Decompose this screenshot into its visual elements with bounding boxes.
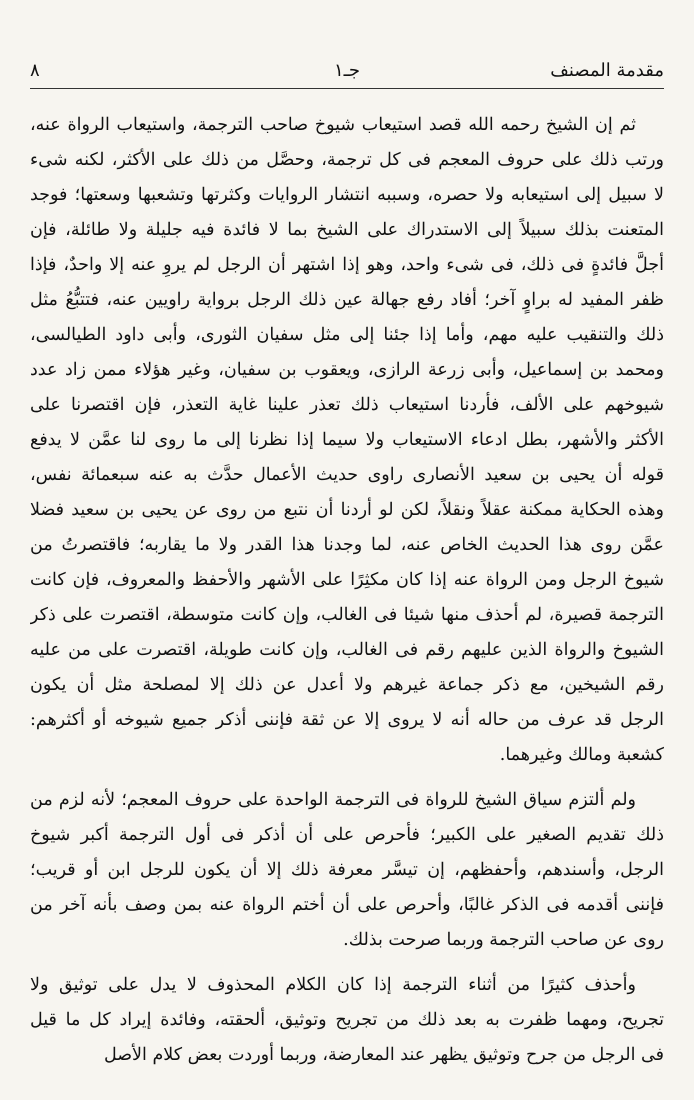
text-line: لا سبيل إلى استيعابه ولا حصره، وسببه انتشار الروايات وكثرتها وتشعبها وسعتها؛ فوجد [30, 185, 664, 205]
text-line: روى عن صاحب الترجمة وربما صرحت بذلك. [343, 930, 664, 950]
text-line: ومحمد بن إسماعيل، وأبى زرعة الرازى، ويعقوب بن سفيان، وغير هؤلاء ممن زاد عدد [30, 360, 664, 380]
volume-label: جـ١ [333, 60, 361, 81]
text-line: الترجمة قصيرة، لم أحذف منها شيئا فى الغالب، وإن كانت متوسطة، اقتصرت على ذكر [30, 605, 664, 625]
paragraph [30, 108, 664, 773]
text-line: ولم ألتزم سياق الشيخ للرواة فى الترجمة الواحدة على حروف المعجم؛ لأنه لزم من [30, 790, 636, 810]
paragraph [30, 968, 664, 1073]
text-line: الشيوخ والرواة الذين عليهم رقم فى الغالب، وإن كانت طويلة، اقتصرت على من عليه [30, 640, 664, 660]
text-line: عمَّن روى هذا الحديث الخاص عنه، لما وجدنا هذا القدر ولا ما يقاربه؛ فاقتصرتُ من [30, 535, 664, 555]
text-line: فى الرجل من جرح وتوثيق يظهر عند المعارضة، وربما أوردت بعض كلام الأصل [103, 1045, 664, 1065]
text-line: أجلَّ فائدةٍ فى ذلك، فى شىء واحد، وهو إذا اشتهر أن الرجل لم يروِ عنه إلا واحدٌ، فإذا [30, 255, 664, 275]
text-line: تجريح، ومهما ظفرت به بعد ذلك من تجريح وتوثيق، ألحقته، وفائدة إيراد كل ما قيل [30, 1010, 664, 1030]
header-rule [30, 88, 664, 89]
page-body [30, 108, 664, 1073]
text-line: شيوخ الرجل ومن الرواة عنه إذا كان مكثِرًا على الأشهر والأحفظ والمعروف، فإن كانت [30, 570, 664, 590]
text-line: المتعنت بذلك سبيلاً إلى الاستدراك على الشيخ بما لا فائدة فيه جليلة ولا طائلة، فإن [30, 220, 664, 240]
text-line: الرجل قد عرف من حاله أنه لا يروى إلا عن ثقة فإننى أذكر جميع شيوخه أو أكثرهم: [30, 710, 664, 730]
text-line: وهذه الحكاية ممكنة عقلاً ونقلاً، لكن لو أردنا أن نتبع من روى عن يحيى بن سعيد فضلا [30, 500, 664, 520]
text-line: رقم الشيخين، مع ذكر جماعة غيرهم ولا أعدل عن ذلك إلا لمصلحة مثل أن يكون [30, 675, 664, 695]
text-line: شيوخهم على الألف، فأردنا استيعاب ذلك تعذر علينا غاية التعذر، فإن اقتصرنا على [30, 395, 664, 415]
page-header [30, 58, 664, 88]
text-line: ذلك تقديم الصغير على الكبير؛ فأحرص على أن أذكر فى أول الترجمة أكبر شيوخ [30, 825, 664, 845]
text-line: قوله أن يحيى بن سعيد الأنصارى راوى حديث الأعمال حدَّث به عنه سبعمائة نفس، [30, 465, 664, 485]
text-line: فإننى أقدمه فى الذكر غالبًا، وأحرص على أن أختم الرواة عنه بمن وصف بأنه آخر من [30, 895, 664, 915]
text-line: ظفر المفيد له براوٍ آخر؛ أفاد رفع جهالة عين ذلك الرجل برواية راويين عنه، فتتبُّعُ مثل [30, 290, 664, 310]
running-title: مقدمة المصنف [550, 60, 664, 81]
paragraph [30, 783, 664, 958]
text-line: وأحذف كثيرًا من أثناء الترجمة إذا كان الكلام المحذوف لا يدل على توثيق ولا [30, 975, 636, 995]
text-line: الرجل، وأسندهم، وأحفظهم، إن تيسَّر معرفة ذلك إلا أن يكون للرجل ابن أو قريب؛ [30, 860, 664, 880]
text-line: الأكثر والأشهر، بطل ادعاء الاستيعاب ولا سيما إذا نظرنا إلى ما روى لنا عمَّن لا يدفع [30, 430, 664, 450]
text-line: ورتب ذلك على حروف المعجم فى كل ترجمة، وحصَّل من ذلك على الأكثر، لكنه شىء [30, 150, 664, 170]
text-line: ذلك والتنقيب عليه مهم، وأما إذا جئنا إلى مثل سفيان الثورى، وأبى داود الطيالسى، [30, 325, 664, 345]
page-number: ٨ [30, 60, 40, 81]
text-line: كشعبة ومالك وغيرهما. [499, 745, 664, 765]
text-line: ثم إن الشيخ رحمه الله قصد استيعاب شيوخ صاحب الترجمة، واستيعاب الرواة عنه، [30, 115, 636, 135]
